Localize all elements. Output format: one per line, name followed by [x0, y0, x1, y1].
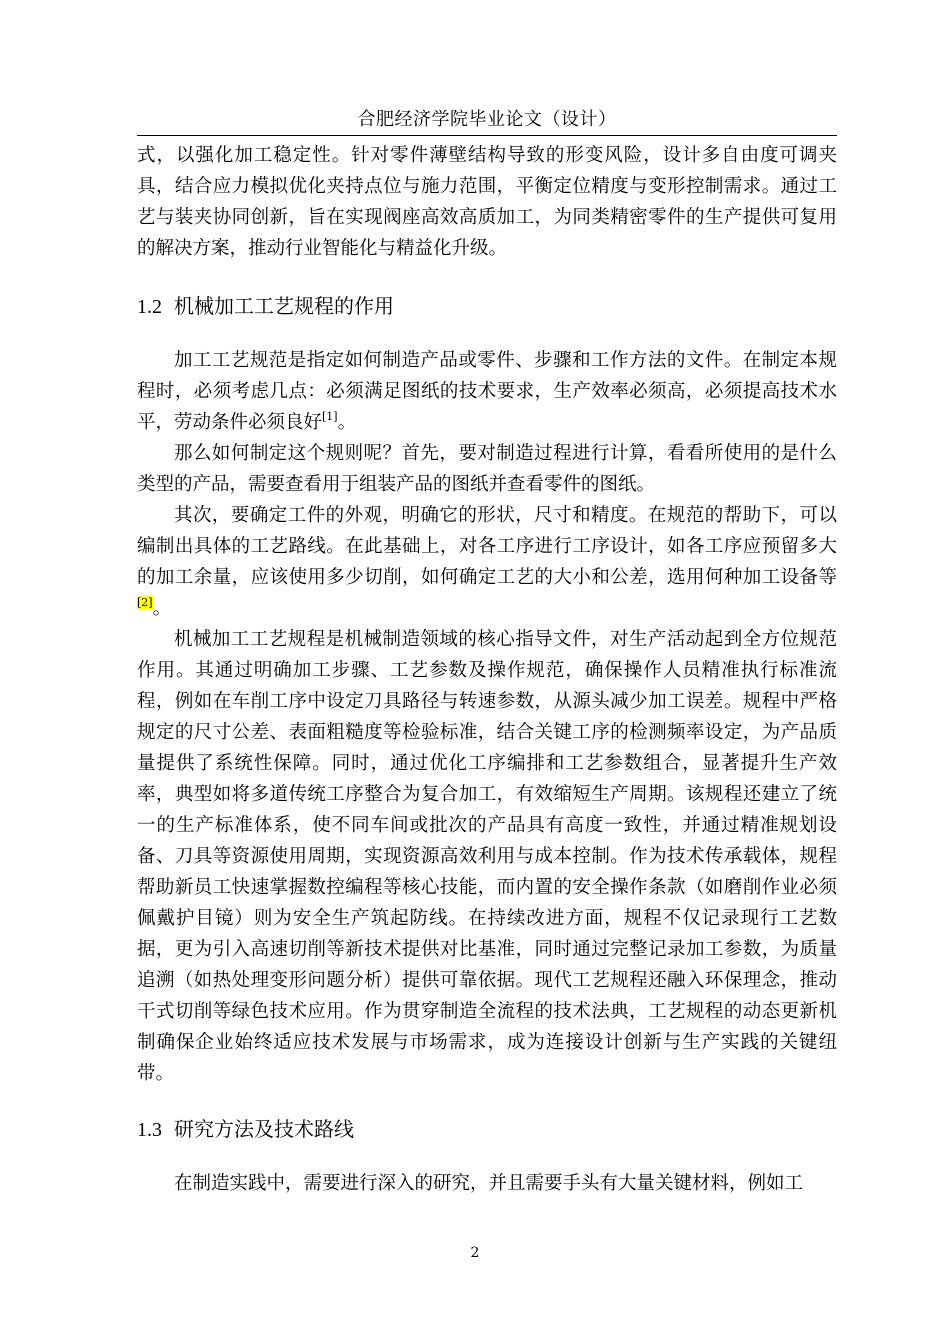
section-title: 机械加工工艺规程的作用: [174, 294, 394, 318]
section-title: 研究方法及技术路线: [174, 1117, 354, 1141]
intro-paragraph: 式，以强化加工稳定性。针对零件薄壁结构导致的形变风险，设计多自由度可调夹具，结合应力模拟优化夹持点位与施力范围，平衡定位精度与变形控制需求。通过工艺与装夹协同创新，旨在实现阀座高效高质加工，为同类精密零件的生产提供可复用的解决方案，推动行业智能化与精益化升级。: [137, 145, 837, 259]
page-number: 2: [470, 1245, 480, 1261]
paragraph-tail: 。: [152, 598, 172, 619]
section-heading-1-3: [137, 1115, 837, 1144]
paragraph-1-3-a: 在制造实践中，需要进行深入的研究，并且需要手头有大量关键材料，例如工: [174, 1173, 804, 1194]
paragraph-1-2-a: [137, 345, 837, 438]
paragraph-tail: 。: [337, 412, 357, 433]
section-number: 1.3: [137, 1119, 162, 1141]
paragraph-text: 其次，要确定工件的外观，明确它的形状，尺寸和精度。在规范的帮助下，可以编制出具体的工艺路线。在此基础上，对各工序进行工序设计，如各工序应预留多大的加工余量，应该使用多少切削，如何确定工艺的大小和公差，选用何种加工设备等: [137, 505, 837, 588]
paragraph-1-2-b: 那么如何制定这个规则呢？首先，要对制造过程进行计算，看看所使用的是什么类型的产品，需要查看用于组装产品的图纸并查看零件的图纸。: [137, 443, 837, 495]
page-body: [137, 140, 837, 1199]
page-header-title: 合肥经济学院毕业论文（设计）: [357, 109, 617, 130]
header-divider: [137, 135, 837, 136]
citation-1[interactable]: [1]: [322, 410, 338, 423]
paragraph-1-2-d: 机械加工工艺规程是机械制造领域的核心指导文件，对生产活动起到全方位规范作用。其通过明确加工步骤、工艺参数及操作规范，确保操作人员精准执行标准流程，例如在车削工序中设定刀具路径与转速参数，从源头减少加工误差。规程中严格规定的尺寸公差、表面粗糙度等检验标准，结合关键工序的检测频率设定，为产品质量提供了系统性保障。同时，通过优化工序编排和工艺参数组合，显著提升生产效率，典型如将多道传统工序整合为复合加工，有效缩短生产周期。该规程还建立了统一的生产标准体系，使不同车间或批次的产品具有高度一致性，并通过精准规划设备、刀具等资源使用周期，实现资源高效利用与成本控制。作为技术传承载体，规程帮助新员工快速掌握数控编程等核心技能，而内置的安全操作条款（如磨削作业必须佩戴护目镜）则为安全生产筑起防线。在持续改进方面，规程不仅记录现行工艺数据，更为引入高速切削等新技术提供对比基准，同时通过完整记录加工参数，为质量追溯（如热处理变形问题分析）提供可靠依据。现代工艺规程还融入环保理念，推动干式切削等绿色技术应用。作为贯穿制造全流程的技术法典，工艺规程的动态更新机制确保企业始终适应技术发展与市场需求，成为连接设计创新与生产实践的关键纽带。: [137, 629, 837, 1084]
section-number: 1.2: [137, 296, 162, 318]
paragraph-1-2-c: [137, 500, 837, 624]
citation-2-highlighted[interactable]: [2]: [137, 596, 153, 609]
section-heading-1-2: [137, 292, 837, 321]
paragraph-text: 加工工艺规范是指定如何制造产品或零件、步骤和工作方法的文件。在制定本规程时，必须考虑几点：必须满足图纸的技术要求，生产效率必须高，必须提高技术水平，劳动条件必须良好: [137, 350, 837, 433]
